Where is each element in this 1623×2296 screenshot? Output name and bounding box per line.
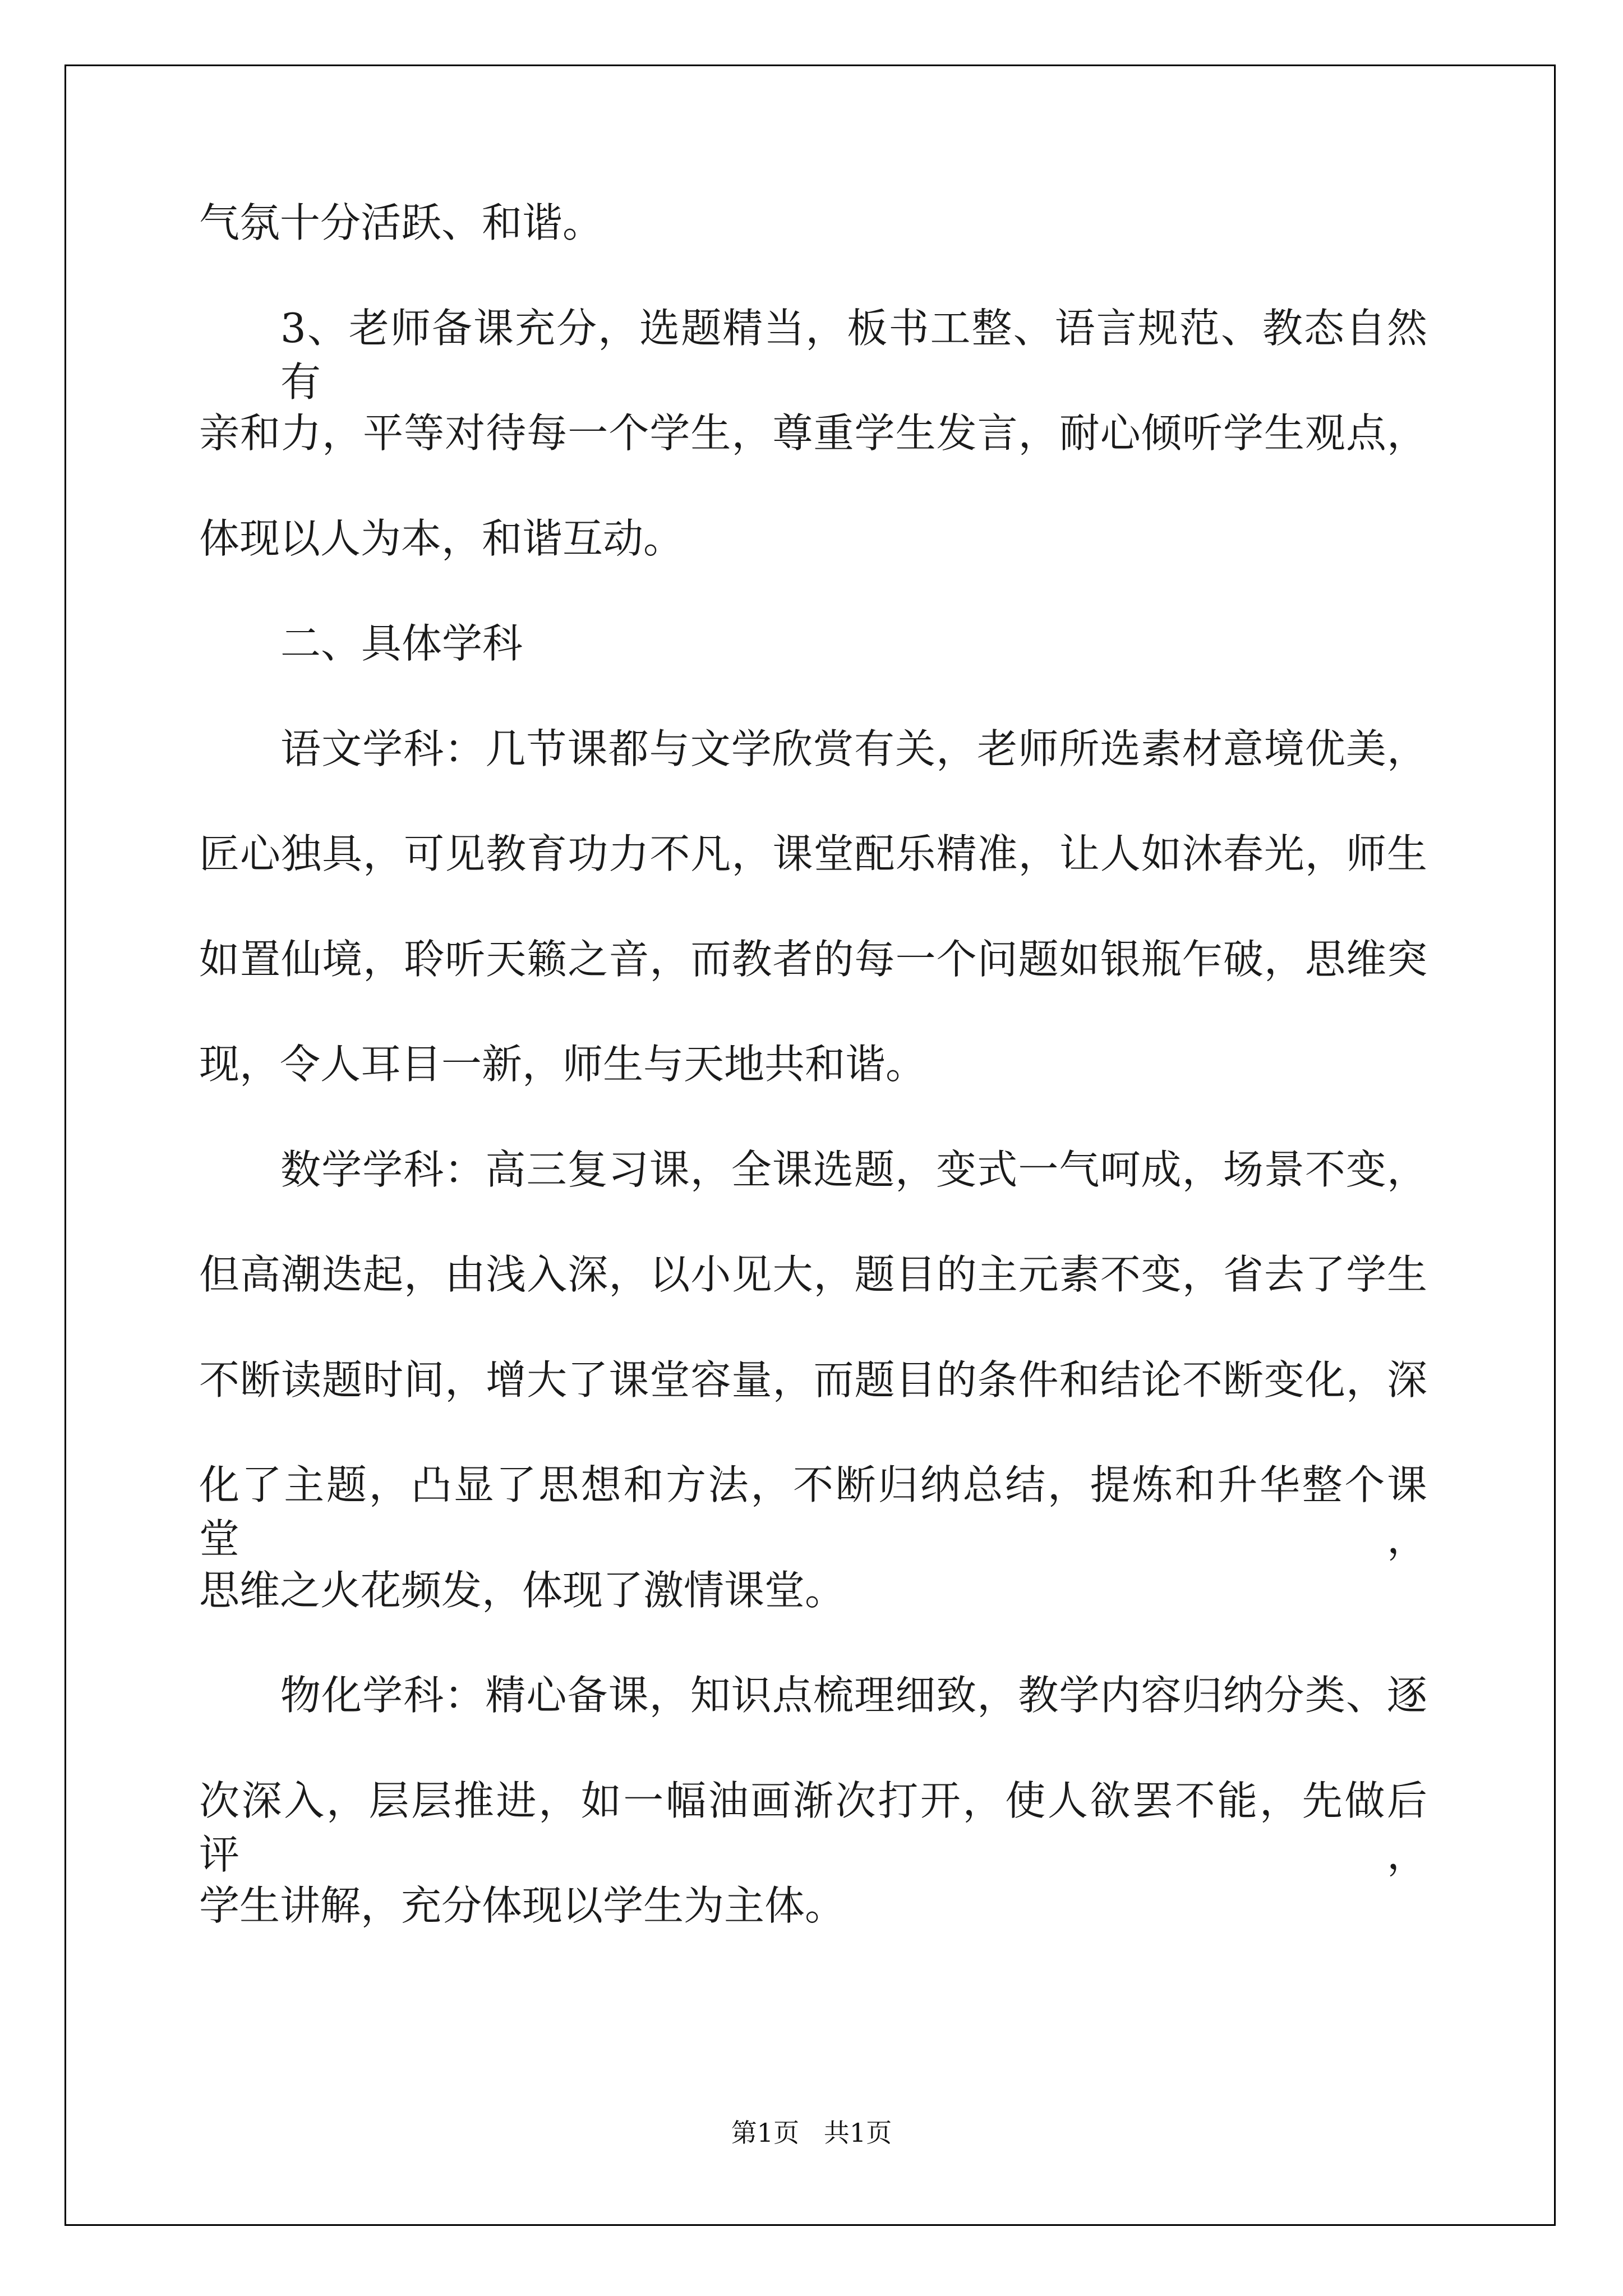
text-line-6: 语文学科：几节课都与文学欣赏有关，老师所选素材意境优美， [280, 725, 1427, 772]
text-line-4: 体现以人为本，和谐互动。 [199, 515, 684, 562]
text-line-10: 数学学科：高三复习课，全课选题，变式一气呵成，场景不变， [280, 1146, 1427, 1193]
text-line-13: 化了主题，凸显了思想和方法，不断归纳总结，提炼和升华整个课堂， [199, 1461, 1427, 1562]
text-line-12: 不断读题时间，增大了课堂容量，而题目的条件和结论不断变化，深 [199, 1356, 1427, 1404]
text-line-14: 思维之火花频发，体现了激情课堂。 [199, 1567, 846, 1614]
text-line-16: 次深入，层层推进，如一幅油画渐次打开，使人欲罢不能，先做后评， [199, 1777, 1427, 1878]
text-line-1: 气氛十分活跃、和谐。 [199, 199, 603, 246]
text-line-3: 亲和力，平等对待每一个学生，尊重学生发言，耐心倾听学生观点， [199, 409, 1427, 457]
text-line-2: 3、老师备课充分，选题精当，板书工整、语言规范、教态自然有 [280, 305, 1427, 406]
text-line-17: 学生讲解，充分体现以学生为主体。 [199, 1882, 846, 1929]
page-number-footer: 第1页 共1页 [731, 2118, 892, 2148]
text-line-11: 但高潮迭起，由浅入深，以小见大，题目的主元素不变，省去了学生 [199, 1251, 1427, 1298]
section-heading: 二、具体学科 [280, 620, 523, 667]
text-line-7: 匠心独具，可见教育功力不凡，课堂配乐精准，让人如沐春光，师生 [199, 830, 1427, 877]
text-line-15: 物化学科：精心备课，知识点梳理细致，教学内容归纳分类、逐 [280, 1672, 1427, 1719]
text-line-8: 如置仙境，聆听天籁之音，而教者的每一个问题如银瓶乍破，思维突 [199, 936, 1427, 983]
text-line-9: 现，令人耳目一新，师生与天地共和谐。 [199, 1041, 926, 1088]
